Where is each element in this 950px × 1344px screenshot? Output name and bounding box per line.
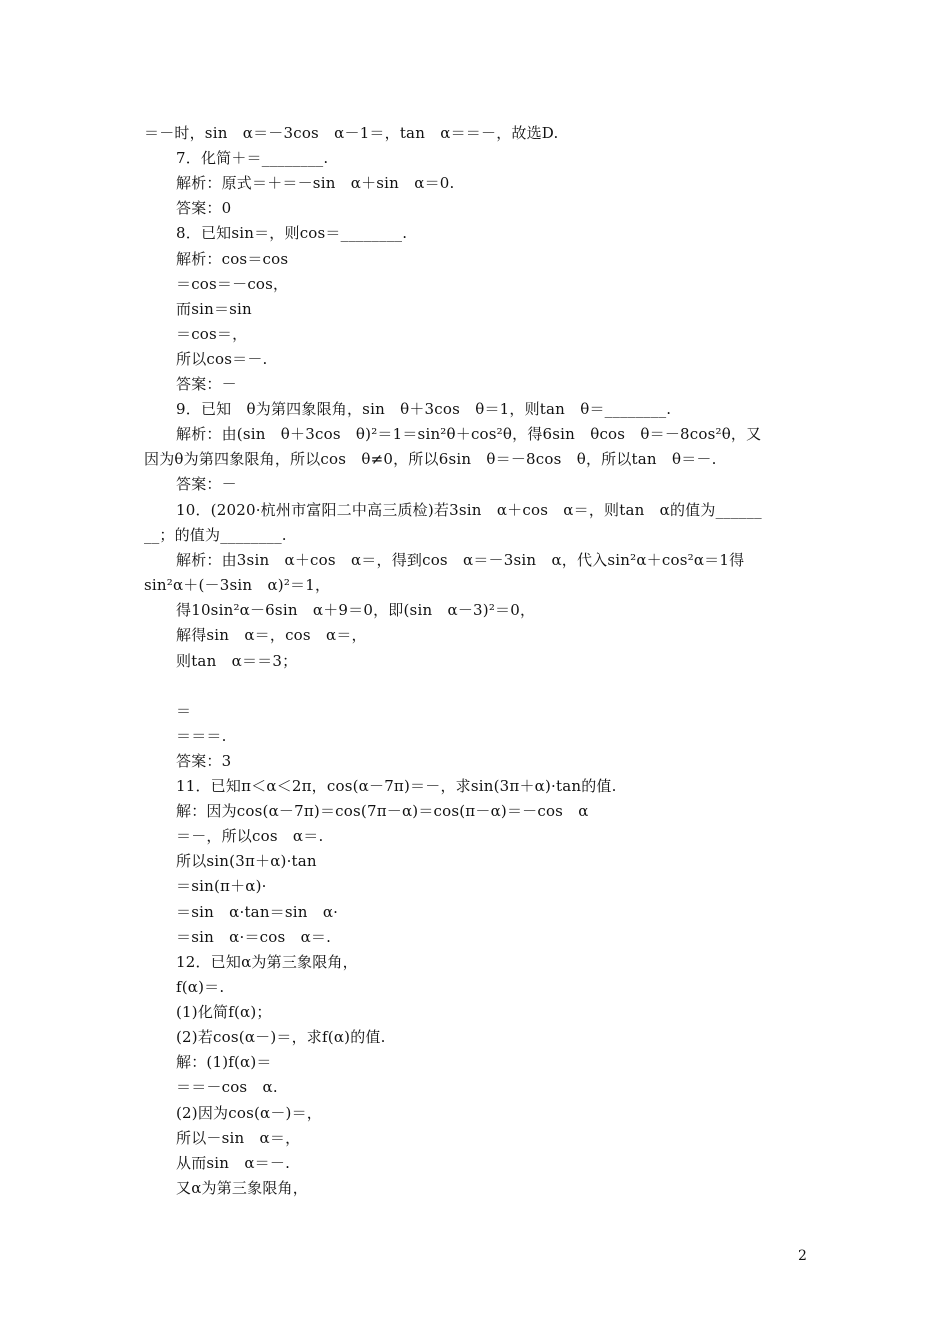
text-line: f(α)＝. (176, 978, 225, 996)
text-line: (2)因为cos(α－)＝， (176, 1104, 323, 1122)
text-line: ＝ (176, 702, 192, 720)
text-line: 解：(1)f(α)＝ (176, 1053, 272, 1071)
text-line: 答案：－ (176, 375, 237, 393)
text-line: ＝sin α·＝cos α＝. (176, 928, 332, 946)
text-line: ＝＝－cos α. (176, 1078, 278, 1096)
text-line: 因为θ为第四象限角，所以cos θ≠0，所以6sin θ＝－8cos θ，所以tan θ＝－. (144, 450, 717, 468)
text-line: ＝sin α·tan＝sin α· (176, 903, 339, 921)
text-line: (1)化简f(α)； (176, 1003, 272, 1021)
text-line: ＝cos＝， (176, 325, 248, 343)
text-line: ＝sin(π＋α)· (176, 877, 267, 895)
text-line: 8．已知sin＝，则cos＝________. (176, 224, 408, 242)
text-line: (2)若cos(α－)＝，求f(α)的值. (176, 1028, 386, 1046)
text-line: 解：因为cos(α－7π)＝cos(7π－α)＝cos(π－α)＝－cos α (176, 802, 589, 820)
text-line: ＝cos＝－cos， (176, 275, 289, 293)
page-number: 2 (798, 1248, 807, 1264)
text-line: 则tan α＝＝3； (176, 652, 298, 670)
text-line: 解析：cos＝cos (176, 250, 289, 268)
text-line: 而sin＝sin (176, 300, 252, 318)
text-line: 所以cos＝－. (176, 350, 268, 368)
text-line: 10．(2020·杭州市富阳二中高三质检)若3sin α＋cos α＝，则tan α的值为______ (176, 501, 762, 519)
text-line: 12．已知α为第三象限角， (176, 953, 358, 971)
text-line: 解析：由(sin θ＋3cos θ)²＝1＝sin²θ＋cos²θ，得6sin θcos θ＝－8cos²θ，又 (176, 425, 762, 443)
text-line: 11．已知π＜α＜2π，cos(α－7π)＝－，求sin(3π＋α)·tan的值. (176, 777, 617, 795)
text-line: sin²α＋(－3sin α)²＝1， (144, 576, 331, 594)
text-line: 7．化简＋＝________. (176, 149, 329, 167)
text-line: __；的值为________. (144, 526, 287, 544)
text-line: 答案：3 (176, 752, 232, 770)
text-line: 又α为第三象限角， (176, 1179, 308, 1197)
text-line: 解得sin α＝，cos α＝， (176, 626, 367, 644)
text-line: 9．已知 θ为第四象限角，sin θ＋3cos θ＝1，则tan θ＝________. (176, 400, 672, 418)
text-line: 得10sin²α－6sin α＋9＝0，即(sin α－3)²＝0， (176, 601, 536, 619)
text-line: 从而sin α＝－. (176, 1154, 291, 1172)
text-line: ＝＝＝. (176, 727, 227, 745)
text-line: 答案：0 (176, 199, 232, 217)
text-line: 解析：由3sin α＋cos α＝，得到cos α＝－3sin α，代入sin²α＋cos²α＝1得 (176, 551, 745, 569)
text-line: 所以－sin α＝， (176, 1129, 301, 1147)
text-line: 答案：－ (176, 475, 237, 493)
text-line: 解析：原式＝＋＝－sin α＋sin α＝0. (176, 174, 455, 192)
text-line: ＝－时，sin α＝－3cos α－1＝，tan α＝＝－，故选D. (144, 124, 559, 142)
text-line: ＝－，所以cos α＝. (176, 827, 324, 845)
text-line: 所以sin(3π＋α)·tan (176, 852, 317, 870)
